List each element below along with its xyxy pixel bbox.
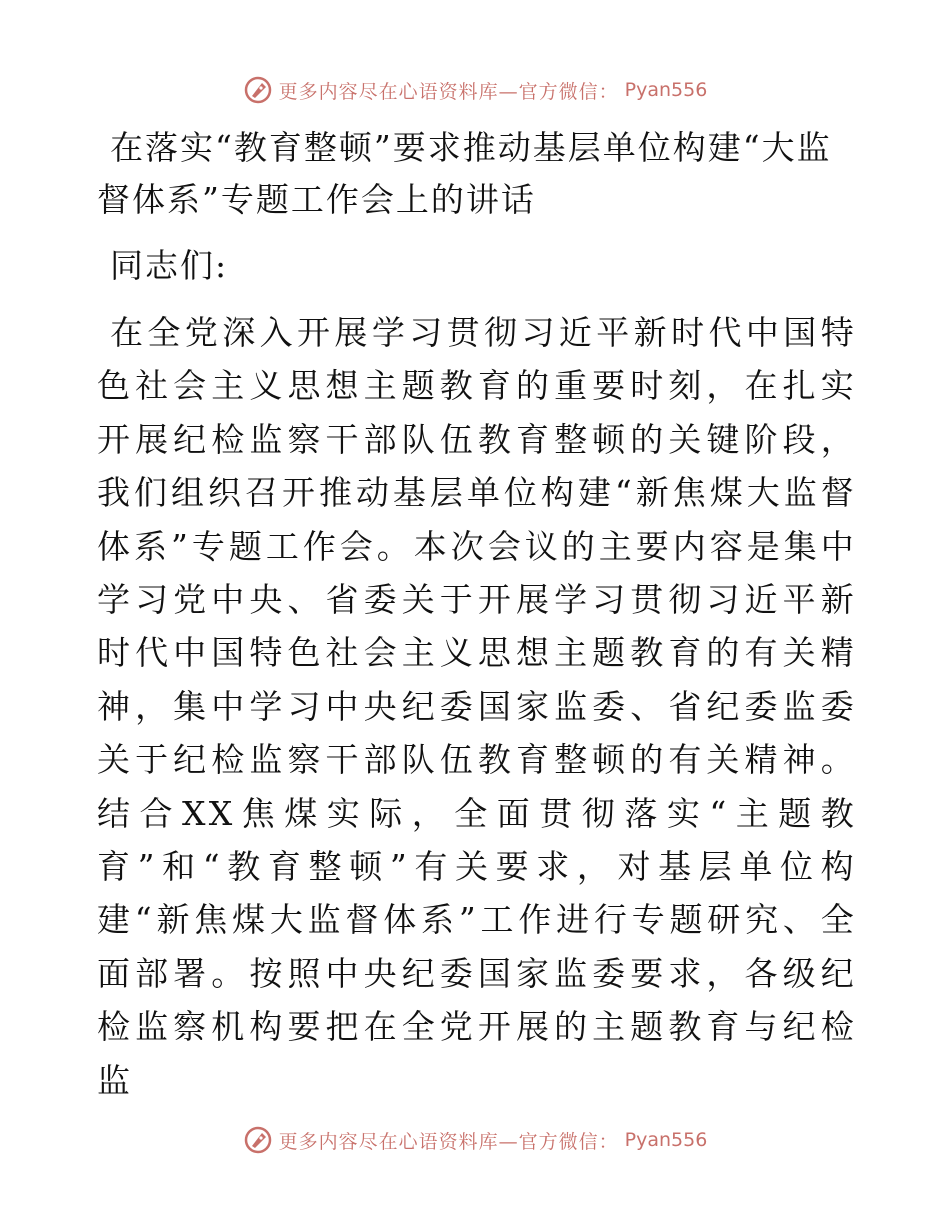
watermark-wechat-id: Pyan556 (624, 79, 708, 101)
watermark-wechat-id: Pyan556 (624, 1129, 708, 1151)
pen-nib-circle-icon (243, 75, 273, 105)
body-paragraph: 在全党深入开展学习贯彻习近平新时代中国特色社会主义思想主题教育的重要时刻，在扎实开展纪检监察干部队伍教育整顿的关键阶段，我们组织召开推动基层单位构建“新焦煤大监督体系”专题工作会。本次会议的主要内容是集中学习党中央、省委关于开展学习贯彻习近平新时代中国特色社会主义思想主题教育的有关精神，集中学习中央纪委国家监委、省纪委监委关于纪检监察干部队伍教育整顿的有关精神。结合XX焦煤实际，全面贯彻落实“主题教育”和“教育整顿”有关要求，对基层单位构建“新焦煤大监督体系”工作进行专题研究、全面部署。按照中央纪委国家监委要求，各级纪检监察机构要把在全党开展的主题教育与纪检监 (97, 313, 857, 1100)
pen-nib-circle-icon (243, 1125, 273, 1155)
header-watermark (0, 70, 950, 110)
watermark-text: 更多内容尽在心语资料库—官方微信： (278, 1130, 619, 1153)
document-title: 在落实“教育整顿”要求推动基层单位构建“大监督体系”专题工作会上的讲话 (97, 128, 832, 219)
footer-watermark (0, 1120, 950, 1160)
greeting: 同志们: (110, 246, 229, 285)
document-content (97, 122, 857, 1107)
watermark-text: 更多内容尽在心语资料库—官方微信： (278, 80, 619, 103)
